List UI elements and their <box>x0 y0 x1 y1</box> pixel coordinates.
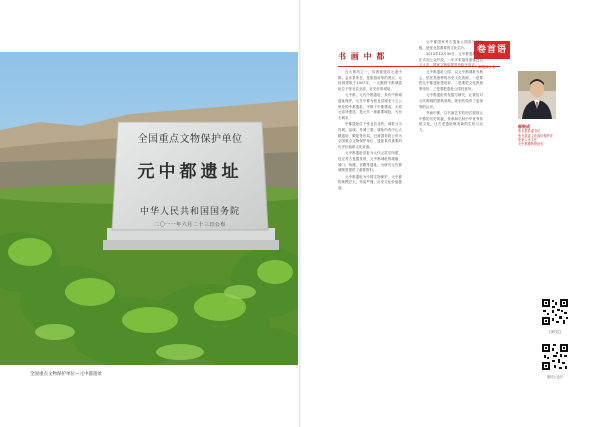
author-bio-line: 张北县县委书记 <box>518 129 541 134</box>
article-paragraph: 元中都遗址为中国文物保护，元中都的规模宏大，布局严谨，历史文化价值极高。 <box>338 174 402 190</box>
stele-inscription <box>112 130 268 228</box>
stele-site-name: 元中都遗址 <box>137 162 243 182</box>
author-bio-line: 张家口市主任 <box>518 137 538 142</box>
article-column-1 <box>338 70 402 192</box>
qr-code[interactable] <box>541 298 569 326</box>
author-portrait <box>518 71 556 119</box>
article-paragraph: 书画中都，以书画艺术的形式展现元中都的历史风貌，传承和弘扬中华优秀传统文化，让古老遗址焕发新的生机与活力。 <box>419 111 483 132</box>
page-gutter <box>299 0 301 427</box>
section-tag: 卷首语 <box>474 41 510 59</box>
author-bio-line: 元中都博物馆馆长 <box>518 142 544 147</box>
article-byline: 郝银成 / 文 <box>478 65 496 69</box>
qr-code[interactable] <box>541 343 569 371</box>
article-paragraph: 中都遗址位于张北县北约，城址分为宫城、皇城、外城三重，城址内有中心大殿遗址、殿址等布局，已被国务院公布为全国重点文物保护单位，遗址具有重要的历史价值和文化价值。 <box>338 122 402 149</box>
author-name: 郝银成 <box>518 124 530 129</box>
article-paragraph: 元中都遗址公园，以元中都城址为核心，依托其独特的历史文化资源，一是要把元中都遗址建设好，二是要把文化资源利用好，三是要把遗址公园经营好。 <box>419 69 483 91</box>
author-portrait-graphic <box>518 71 556 119</box>
photo-caption: 全国重点文物保护单位—元中都遗址 <box>30 372 102 377</box>
article-paragraph: 元中都遗址旧址为元代元武宗所建，经过考古发掘发现，元中都城址的城墙、城门、角楼、宫殿等遗址，为研究元代都城制度提供了重要资料。 <box>338 151 402 173</box>
qr-label: 扫码关注 <box>548 330 562 334</box>
author-bio-line: 张北县委主任政协保护评 <box>518 133 554 138</box>
article-paragraph: 2013年12月30日，元中都遗址公园正式向公众开放，一年多来接待游客近百万人次，国家文物局领导也给予肯定。 <box>419 52 483 68</box>
article-paragraph: 元中都，元代中都遗址，其有中都城遗址保护，元代中都为张北县城北十五公里处的中都遗址，中都于中都建成，大将元帝所建造，是元代一座重要城址，为东方城市。 <box>338 93 402 120</box>
article-title: 书 画 中 都 <box>338 52 386 61</box>
qr-label: 微信公众号 <box>547 375 563 379</box>
article-column-2 <box>419 40 483 135</box>
article-paragraph: 在大街坊之一，其著著遗存元道中都。金乐县所在，是旅游前等的景点，元故城建筑于1307年，一元顺将中都城遗址位于张北县北部，有完好的城址。 <box>338 70 402 91</box>
author-bio <box>518 125 564 146</box>
stele-authority: 中华人民共和国国务院 <box>139 207 240 217</box>
article-paragraph: 元中都国家考古遗址公园成为国家级，是张北县重要的文化名片。 <box>419 40 483 50</box>
stele-photo <box>0 52 298 365</box>
article-paragraph: 元中都遗址的发掘与研究，让我们对元代都城的建筑形制、规划布局有了更深刻的认识。 <box>419 93 483 109</box>
stele-heading: 全国重点文物保护单位 <box>137 134 243 145</box>
stele-date: 二〇一一年六月二十三日公布 <box>154 222 226 228</box>
